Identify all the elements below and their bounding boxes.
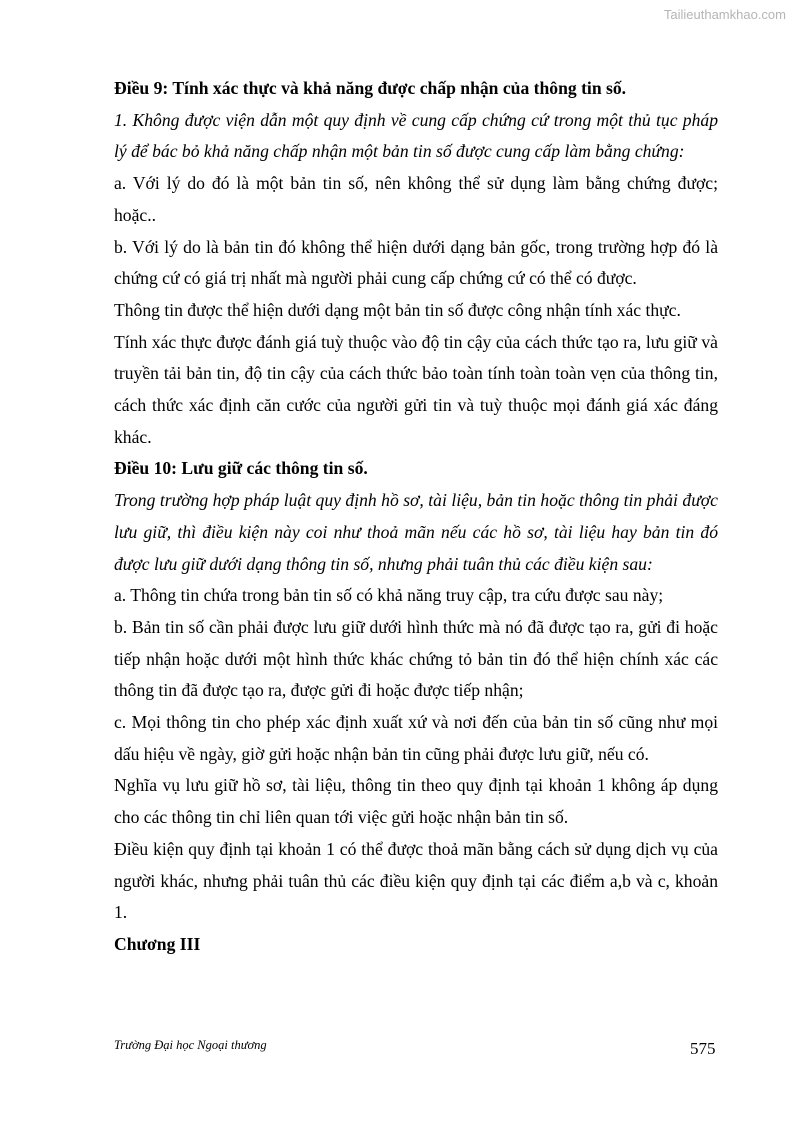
article-9-clause-1: 1. Không được viện dẫn một quy định về cung cấp chứng cứ trong một thủ tục pháp lý để bác bỏ khả năng chấp nhận một bản tin số được cung cấp làm bằng chứng: bbox=[114, 109, 718, 162]
article-10-item-c: c. Mọi thông tin cho phép xác định xuất xứ và nơi đến của bản tin số cũng như mọi dấu hiệu về ngày, giờ gửi hoặc nhận bản tin cũng phải được lưu giữ, nếu có. bbox=[114, 712, 718, 764]
page-number: 575 bbox=[690, 1039, 716, 1058]
document-body bbox=[114, 73, 718, 961]
footer-school: Trường Đại học Ngoại thương bbox=[114, 1038, 267, 1052]
watermark: Tailieuthamkhao.com bbox=[663, 7, 786, 22]
article-9-paragraph-2: Tính xác thực được đánh giá tuỳ thuộc vào độ tin cậy của cách thức tạo ra, lưu giữ và truyền tải bản tin, độ tin cậy của cách thức bảo toàn tính toàn toàn vẹn của thông tin, cách thức xác định căn cước của người gửi tin và tuỳ thuộc mọi đánh giá xác đáng khác. bbox=[114, 331, 718, 447]
chapter-heading: Chương III bbox=[114, 933, 201, 954]
article-9-paragraph-1: Thông tin được thể hiện dưới dạng một bản tin số được công nhận tính xác thực. bbox=[114, 299, 681, 320]
article-9-item-a: a. Với lý do đó là một bản tin số, nên không thể sử dụng làm bằng chứng được; hoặc.. bbox=[114, 173, 718, 225]
article-10-paragraph-2: Điều kiện quy định tại khoản 1 có thể được thoả mãn bằng cách sử dụng dịch vụ của người khác, nhưng phải tuân thủ các điều kiện quy định tại các điểm a,b và c, khoản 1. bbox=[114, 838, 718, 923]
article-10-paragraph-1: Nghĩa vụ lưu giữ hồ sơ, tài liệu, thông tin theo quy định tại khoản 1 không áp dụng cho các thông tin chỉ liên quan tới việc gửi hoặc nhận bản tin số. bbox=[114, 775, 718, 828]
article-9-heading: Điều 9: Tính xác thực và khả năng được chấp nhận của thông tin số. bbox=[114, 78, 627, 98]
article-10-item-b: b. Bản tin số cần phải được lưu giữ dưới hình thức mà nó đã được tạo ra, gửi đi hoặc tiếp nhận hoặc dưới một hình thức khác chứng tỏ bản tin đó thể hiện chính xác các thông tin đã được tạo ra, được gửi đi hoặc được tiếp nhận; bbox=[114, 616, 718, 701]
article-10-item-a: a. Thông tin chứa trong bản tin số có khả năng truy cập, tra cứu được sau này; bbox=[114, 585, 664, 606]
article-10-heading: Điều 10: Lưu giữ các thông tin số. bbox=[114, 458, 368, 479]
article-9-item-b: b. Với lý do là bản tin đó không thể hiện dưới dạng bản gốc, trong trường hợp đó là chứng cứ có giá trị nhất mà người phải cung cấp chứng cứ có thể có được. bbox=[114, 236, 718, 289]
article-10-intro: Trong trường hợp pháp luật quy định hồ sơ, tài liệu, bản tin hoặc thông tin phải được lưu giữ, thì điều kiện này coi như thoả mãn nếu các hồ sơ, tài liệu hay bản tin đó được lưu giữ dưới dạng thông tin số, nhưng phải tuân thủ các điều kiện sau: bbox=[114, 490, 718, 574]
